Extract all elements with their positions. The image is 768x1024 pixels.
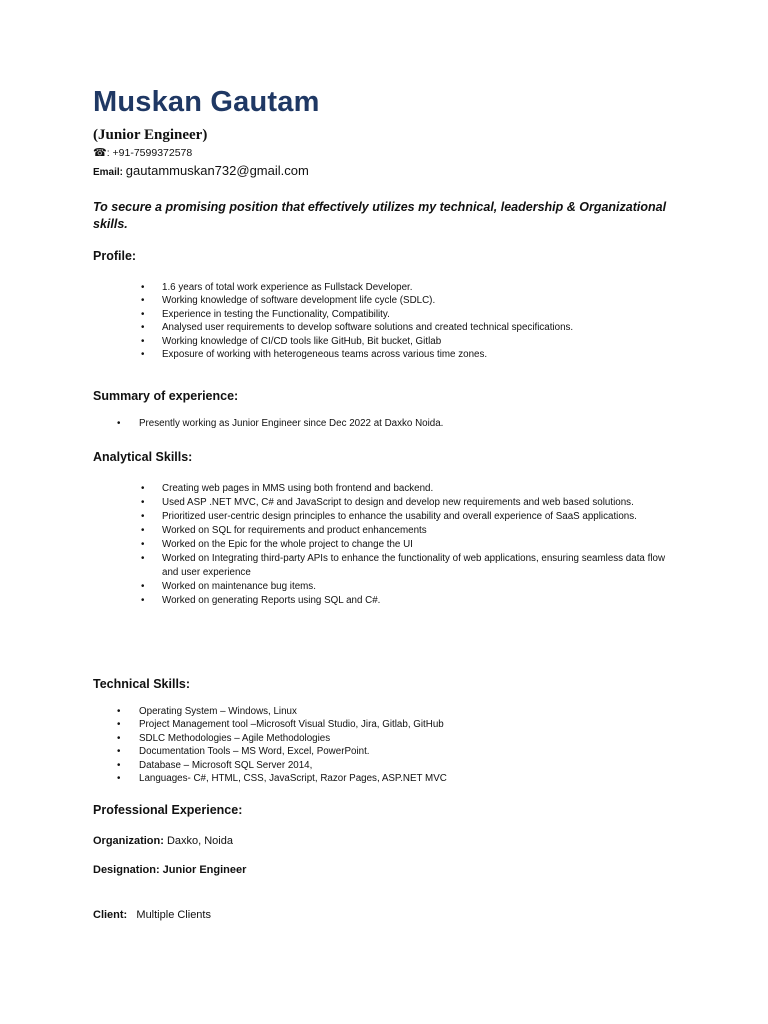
- list-item: • Working knowledge of CI/CD tools like GitHub, Bit bucket, Gitlab: [162, 335, 682, 348]
- list-item: • SDLC Methodologies – Agile Methodologies: [139, 732, 699, 745]
- email-address[interactable]: gautammuskan732@gmail.com: [125, 163, 309, 178]
- client-line: [93, 909, 211, 921]
- list-item: • Project Management tool –Microsoft Visual Studio, Jira, Gitlab, GitHub: [139, 718, 699, 731]
- designation-label: Designation: Junior Engineer: [93, 864, 247, 876]
- technical-list: [139, 705, 699, 785]
- list-item: • 1.6 years of total work experience as Fullstack Developer.: [162, 281, 682, 294]
- list-item: • Database – Microsoft SQL Server 2014,: [139, 759, 699, 772]
- career-objective: To secure a promising position that effectively utilizes my technical, leadership & Organizational skills.: [93, 200, 667, 231]
- organization-line: [93, 835, 233, 847]
- list-item: • Creating web pages in MMS using both frontend and backend.: [162, 482, 682, 495]
- list-item: • Experience in testing the Functionality, Compatibility.: [162, 308, 682, 321]
- phone-line: [93, 146, 192, 159]
- email-line: [93, 163, 309, 178]
- list-item: • Presently working as Junior Engineer since Dec 2022 at Daxko Noida.: [139, 417, 699, 430]
- list-item: • Working knowledge of software development life cycle (SDLC).: [162, 294, 682, 307]
- list-item: • Prioritized user-centric design principles to enhance the usability and overall experience of SaaS applications.: [162, 510, 682, 523]
- candidate-role: (Junior Engineer): [93, 127, 208, 143]
- analytical-heading: Analytical Skills:: [93, 450, 193, 464]
- list-item: • Exposure of working with heterogeneous teams across various time zones.: [162, 348, 682, 361]
- telephone-icon: ☎: [93, 147, 107, 159]
- client-label: Client:: [93, 909, 128, 921]
- list-item: • Analysed user requirements to develop software solutions and created technical specifications.: [162, 321, 682, 334]
- list-item: • Used ASP .NET MVC, C# and JavaScript to design and develop new requirements and web based solutions.: [162, 496, 682, 509]
- analytical-list: [162, 482, 682, 608]
- list-item: • Worked on generating Reports using SQL and C#.: [162, 594, 682, 607]
- list-item: • Worked on Integrating third-party APIs to enhance the functionality of web applications, ensuring seamless data flow and user experience: [162, 552, 682, 579]
- list-item: • Worked on the Epic for the whole project to change the UI: [162, 538, 682, 551]
- summary-heading: Summary of experience:: [93, 389, 239, 403]
- candidate-name: Muskan Gautam: [93, 86, 320, 118]
- designation-line: [93, 864, 246, 876]
- list-item: • Documentation Tools – MS Word, Excel, PowerPoint.: [139, 745, 699, 758]
- phone-number: : +91-7599372578: [106, 147, 193, 159]
- list-item: • Operating System – Windows, Linux: [139, 705, 699, 718]
- profile-list: [162, 281, 682, 361]
- list-item: • Worked on maintenance bug items.: [162, 580, 682, 593]
- technical-heading: Technical Skills:: [93, 677, 191, 691]
- summary-list: [139, 417, 699, 430]
- list-item: • Languages- C#, HTML, CSS, JavaScript, Razor Pages, ASP.NET MVC: [139, 772, 699, 785]
- organization-value: Daxko, Noida: [163, 835, 233, 847]
- client-value: Multiple Clients: [127, 909, 211, 921]
- experience-heading: Professional Experience:: [93, 803, 243, 817]
- email-label: Email:: [93, 167, 124, 178]
- profile-heading: Profile:: [93, 249, 137, 263]
- organization-label: Organization:: [93, 835, 164, 847]
- list-item: • Worked on SQL for requirements and product enhancements: [162, 524, 682, 537]
